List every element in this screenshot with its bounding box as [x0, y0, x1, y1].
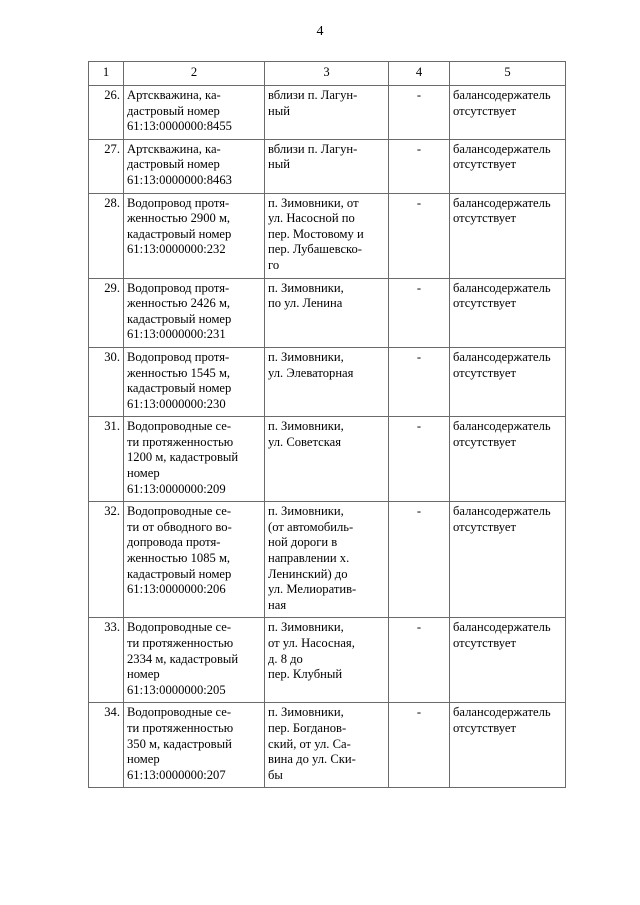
holder-cell: балансодержатель отсутствует	[450, 193, 566, 278]
column-4-cell: -	[389, 703, 450, 788]
row-number-cell: 26.	[89, 86, 124, 140]
holder-cell: балансодержатель отсутствует	[450, 347, 566, 416]
table-row	[89, 703, 566, 788]
object-name-cell: Артскважина, ка- дастровый номер 61:13:0000000:8455	[124, 86, 265, 140]
location-cell: вблизи п. Лагун- ный	[265, 139, 389, 193]
location-cell: п. Зимовники, ул. Советская	[265, 417, 389, 502]
row-number-cell: 31.	[89, 417, 124, 502]
row-number-cell: 28.	[89, 193, 124, 278]
holder-cell: балансодержатель отсутствует	[450, 278, 566, 347]
table-row	[89, 618, 566, 703]
row-number-cell: 30.	[89, 347, 124, 416]
holder-cell: балансодержатель отсутствует	[450, 502, 566, 618]
location-cell: п. Зимовники, от ул. Насосной по пер. Мостовому и пер. Лубашевско- го	[265, 193, 389, 278]
column-4-cell: -	[389, 502, 450, 618]
column-4-cell: -	[389, 618, 450, 703]
object-name-cell: Водопровод протя- женностью 2900 м, кадастровый номер 61:13:0000000:232	[124, 193, 265, 278]
column-4-cell: -	[389, 193, 450, 278]
holder-cell: балансодержатель отсутствует	[450, 417, 566, 502]
object-name-cell: Водопровод протя- женностью 1545 м, кадастровый номер 61:13:0000000:230	[124, 347, 265, 416]
header-cell: 5	[450, 62, 566, 86]
row-number-cell: 27.	[89, 139, 124, 193]
holder-cell: балансодержатель отсутствует	[450, 139, 566, 193]
table-row	[89, 417, 566, 502]
holder-cell: балансодержатель отсутствует	[450, 618, 566, 703]
page-number: 4	[316, 24, 324, 39]
location-cell: п. Зимовники, от ул. Насосная, д. 8 до пер. Клубный	[265, 618, 389, 703]
object-name-cell: Артскважина, ка- дастровый номер 61:13:0000000:8463	[124, 139, 265, 193]
header-cell: 3	[265, 62, 389, 86]
location-cell: вблизи п. Лагун- ный	[265, 86, 389, 140]
object-name-cell: Водопроводные се- ти от обводного во- допровода протя- женностью 1085 м, кадастровый номер 61:13:0000000:206	[124, 502, 265, 618]
table-row	[89, 278, 566, 347]
table-row	[89, 139, 566, 193]
table-row	[89, 347, 566, 416]
header-cell: 2	[124, 62, 265, 86]
column-4-cell: -	[389, 86, 450, 140]
table-row	[89, 502, 566, 618]
object-name-cell: Водопровод протя- женностью 2426 м, кадастровый номер 61:13:0000000:231	[124, 278, 265, 347]
location-cell: п. Зимовники, ул. Элеваторная	[265, 347, 389, 416]
row-number-cell: 34.	[89, 703, 124, 788]
table-row	[89, 193, 566, 278]
header-cell: 4	[389, 62, 450, 86]
row-number-cell: 29.	[89, 278, 124, 347]
row-number-cell: 32.	[89, 502, 124, 618]
object-name-cell: Водопроводные се- ти протяженностью 350 м, кадастровый номер 61:13:0000000:207	[124, 703, 265, 788]
object-name-cell: Водопроводные се- ти протяженностью 1200 м, кадастровый номер 61:13:0000000:209	[124, 417, 265, 502]
holder-cell: балансодержатель отсутствует	[450, 86, 566, 140]
location-cell: п. Зимовники, (от автомобиль- ной дороги в направлении х. Ленинский) до ул. Мелиоратив- ная	[265, 502, 389, 618]
header-row	[89, 62, 566, 86]
location-cell: п. Зимовники, по ул. Ленина	[265, 278, 389, 347]
object-name-cell: Водопроводные се- ти протяженностью 2334 м, кадастровый номер 61:13:0000000:205	[124, 618, 265, 703]
property-table	[88, 61, 566, 788]
header-cell: 1	[89, 62, 124, 86]
table-row	[89, 86, 566, 140]
row-number-cell: 33.	[89, 618, 124, 703]
holder-cell: балансодержатель отсутствует	[450, 703, 566, 788]
column-4-cell: -	[389, 417, 450, 502]
column-4-cell: -	[389, 278, 450, 347]
column-4-cell: -	[389, 139, 450, 193]
location-cell: п. Зимовники, пер. Богданов- ский, от ул. Са- вина до ул. Ски- бы	[265, 703, 389, 788]
column-4-cell: -	[389, 347, 450, 416]
